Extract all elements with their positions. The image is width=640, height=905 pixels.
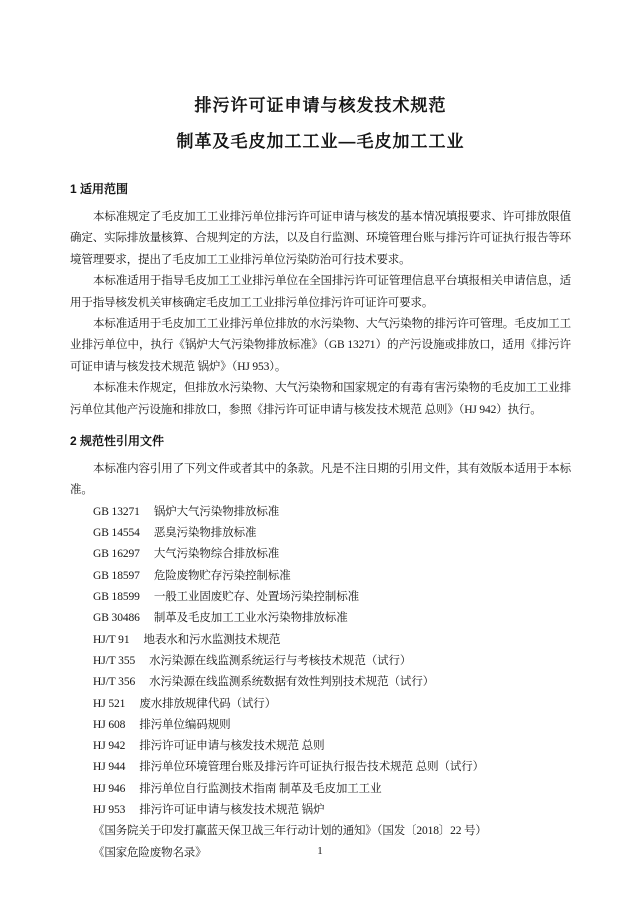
reference-code: HJ 953	[93, 804, 126, 817]
reference-code: HJ 942	[93, 740, 126, 753]
reference-item	[70, 694, 571, 715]
reference-title: 排污单位编码规则	[139, 718, 231, 731]
reference-code: HJ/T 356	[93, 676, 136, 689]
reference-title: 排污单位自行监测技术指南 制革及毛皮加工工业	[139, 782, 382, 795]
reference-code: HJ 608	[93, 718, 126, 731]
reference-title: 地表水和污水监测技术规范	[143, 633, 281, 646]
reference-title: 制革及毛皮加工工业水污染物排放标准	[153, 612, 348, 625]
reference-item	[70, 736, 571, 757]
reference-code: HJ/T 91	[93, 633, 130, 646]
reference-item	[70, 757, 571, 778]
reference-item	[70, 502, 571, 523]
reference-title: 恶臭污染物排放标准	[153, 527, 257, 540]
reference-title: 水污染源在线监测系统数据有效性判别技术规范（试行）	[149, 676, 435, 689]
reference-title: 一般工业固废贮存、处置场污染控制标准	[153, 591, 360, 604]
reference-item	[70, 608, 571, 629]
page-number: 1	[317, 845, 323, 857]
reference-title: 水污染源在线监测系统运行与考核技术规范（试行）	[149, 654, 412, 667]
reference-item	[70, 672, 571, 693]
reference-title: 废水排放规律代码（试行）	[139, 697, 277, 710]
reference-code: GB 14554	[93, 527, 140, 540]
section-1-paragraph-1: 本标准规定了毛皮加工工业排污单位排污许可证申请与核发的基本情况填报要求、许可排放限值确定、实际排放量核算、合规判定的方法，以及自行监测、环境管理台账与排污许可证执行报告等环境管理要求，提出了毛皮加工工业排污单位污染防治可行技术要求。	[70, 211, 571, 266]
reference-item	[70, 566, 571, 587]
document-title-line-1: 排污许可证申请与核发技术规范	[194, 96, 447, 115]
reference-code: GB 18599	[93, 591, 140, 604]
reference-item	[70, 544, 571, 565]
reference-code: GB 13271	[93, 505, 140, 518]
reference-title: 排污单位环境管理台账及排污许可证执行报告技术规范 总则（试行）	[139, 761, 485, 774]
reference-item	[70, 523, 571, 544]
cited-document: 《国务院关于印发打赢蓝天保卫战三年行动计划的通知》（国发〔2018〕22 号）	[93, 825, 487, 838]
reference-item	[70, 651, 571, 672]
section-1-paragraph-3: 本标准适用于毛皮加工工业排污单位排放的水污染物、大气污染物的排污许可管理。毛皮加工工业排污单位中，执行《锅炉大气污染物排放标准》（GB 13271）的产污设施或排放口，适用《排污许可证申请与核发技术规范 锅炉》（HJ 953）。	[70, 318, 571, 373]
reference-code: GB 18597	[93, 569, 140, 582]
reference-item	[70, 715, 571, 736]
section-2-intro-paragraph: 本标准内容引用了下列文件或者其中的条款。凡是不注日期的引用文件，其有效版本适用于本标准。	[70, 463, 571, 497]
reference-item	[70, 779, 571, 800]
section-1-paragraph-4: 本标准未作规定，但排放水污染物、大气污染物和国家规定的有毒有害污染物的毛皮加工工业排污单位其他产污设施和排放口，参照《排污许可证申请与核发技术规范 总则》（HJ 942）执行。	[70, 382, 571, 416]
reference-item	[70, 587, 571, 608]
section-2-heading: 2 规范性引用文件	[70, 434, 165, 449]
cited-document: 《国家危险废物名录》	[93, 846, 207, 859]
reference-title: 危险废物贮存污染控制标准	[153, 569, 291, 582]
reference-title: 排污许可证申请与核发技术规范 锅炉	[139, 804, 325, 817]
reference-title: 大气污染物综合排放标准	[153, 548, 280, 561]
reference-title: 锅炉大气污染物排放标准	[153, 505, 280, 518]
reference-code: HJ/T 355	[93, 654, 136, 667]
section-1-paragraph-2: 本标准适用于指导毛皮加工工业排污单位在全国排污许可证管理信息平台填报相关申请信息，适用于指导核发机关审核确定毛皮加工工业排污单位排污许可证许可要求。	[70, 275, 571, 309]
reference-item	[70, 800, 571, 821]
reference-code: HJ 521	[93, 697, 126, 710]
reference-item	[70, 630, 571, 651]
section-1-heading: 1 适用范围	[70, 182, 129, 196]
reference-code: GB 16297	[93, 548, 140, 561]
reference-title: 排污许可证申请与核发技术规范 总则	[139, 740, 325, 753]
reference-code: GB 30486	[93, 612, 140, 625]
document-title-line-2: 制革及毛皮加工工业—毛皮加工工业	[176, 132, 465, 151]
reference-code: HJ 944	[93, 761, 126, 774]
reference-code: HJ 946	[93, 782, 126, 795]
reference-list	[70, 502, 571, 864]
